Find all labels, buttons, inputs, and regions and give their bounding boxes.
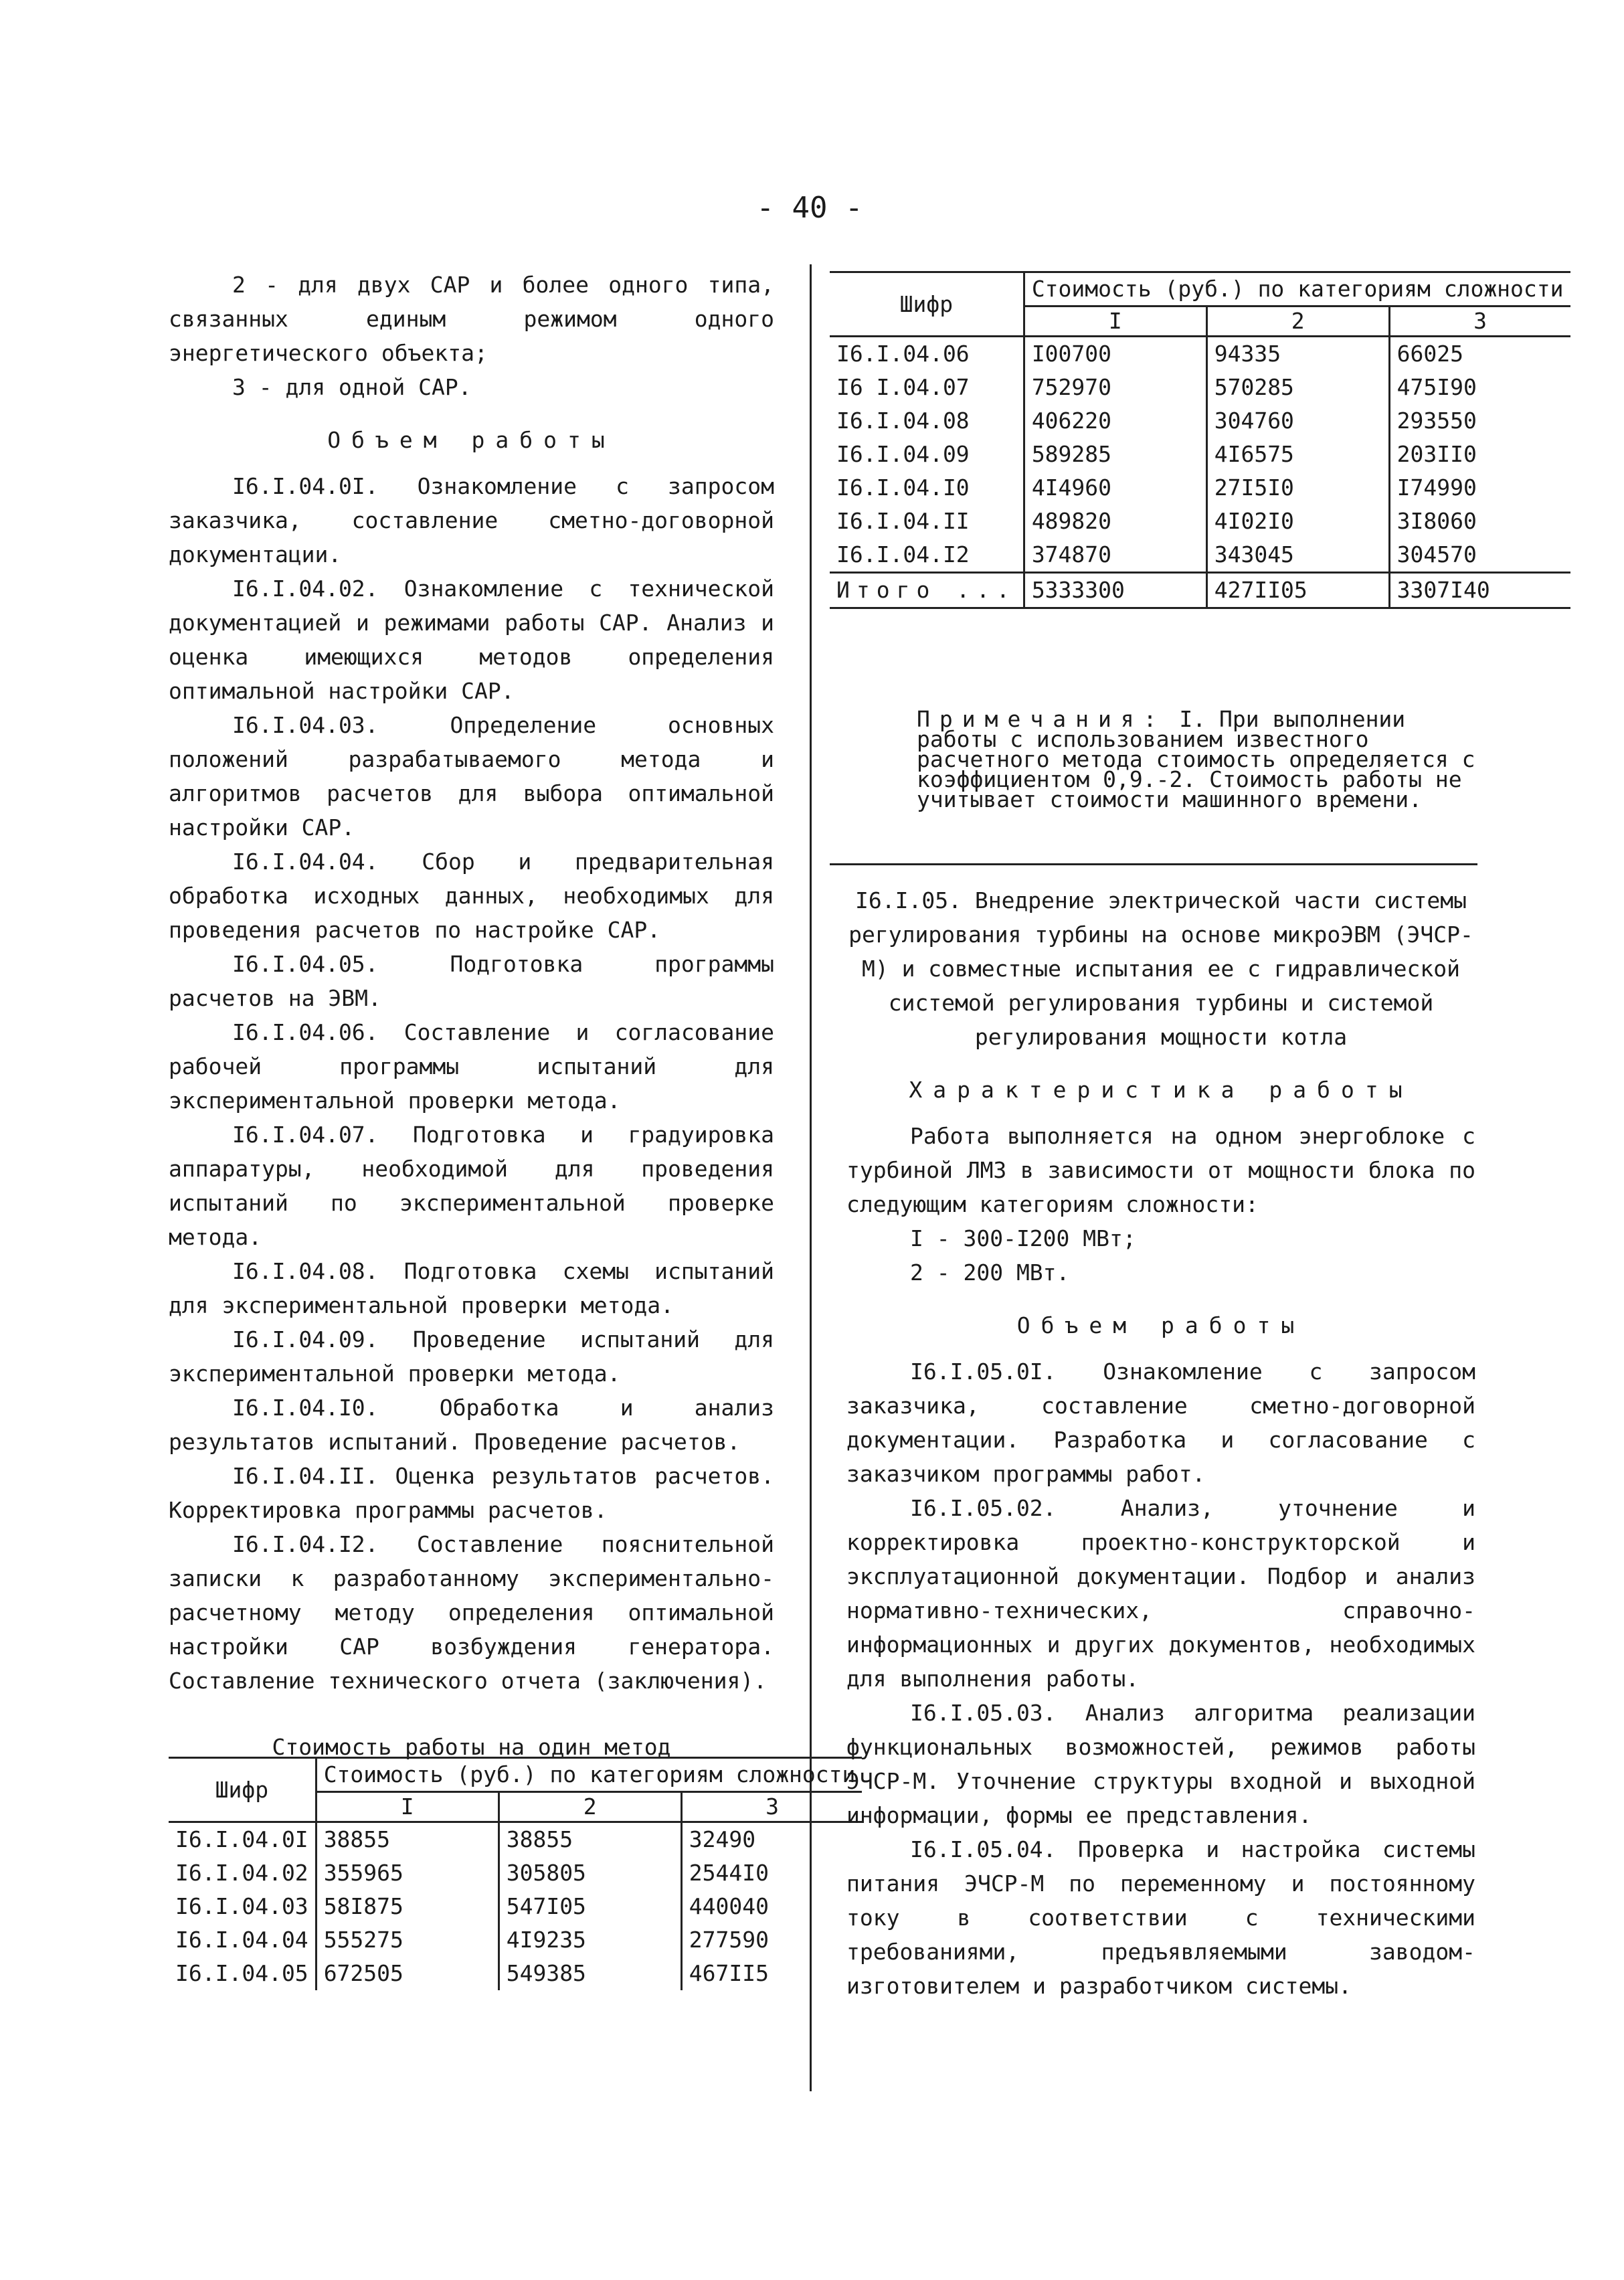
section-title: I6.I.05. Внедрение электрической части системы регулирования турбины на основе микроЭВМ (ЭЧСР-М) и совместные испытания ее с гидравлической системой регулирования турбины и системой регулирования мощности котла	[848, 887, 1473, 1050]
cell-value: 32490	[681, 1822, 862, 1857]
table-note	[917, 706, 1479, 812]
work-item: I6.I.04.II. Оценка результатов расчетов. Корректировка программы расчетов.	[169, 1463, 774, 1523]
scope-heading: Объем работы	[327, 427, 616, 453]
note-label: Примечания:	[917, 706, 1166, 732]
table-row	[830, 505, 1570, 538]
cell-value: 4I4960	[1024, 471, 1206, 505]
work-item: I6.I.04.09. Проведение испытаний для экспериментальной проверки метода.	[169, 1326, 774, 1387]
cell-value: 475I90	[1389, 371, 1570, 404]
cell-code: I6.I.04.I0	[836, 474, 970, 501]
table-row	[169, 1957, 862, 1990]
work-item: I6.I.04.03. Определение основных положений разрабатываемого метода и алгоритмов расчетов для выбора оптимальной настройки САР.	[169, 712, 774, 841]
table-row	[169, 1923, 862, 1957]
characteristic-heading: Характеристика работы	[909, 1077, 1413, 1103]
work-item: I6.I.04.07. Подготовка и градуировка аппаратуры, необходимой для проведения испытаний по экспериментальной проверке метода.	[169, 1122, 774, 1250]
table-row	[169, 1822, 862, 1857]
header-category: 3	[1389, 306, 1570, 337]
total-label: Итого ...	[830, 573, 1024, 608]
intro-item: 2 - для двух САР и более одного типа, связанных единым режимом одного энергетического объекта;	[169, 272, 774, 366]
cell-value: 406220	[1024, 404, 1206, 438]
cell-value: 38855	[499, 1822, 681, 1857]
cell-code: I6.I.04.09	[836, 441, 970, 467]
page-number: - 40 -	[756, 191, 863, 225]
cell-value: 27I5I0	[1206, 471, 1389, 505]
category-item: 2 - 200 МВт.	[910, 1259, 1070, 1286]
cell-code: I6.I.04.08	[836, 408, 970, 434]
cell-value: 589285	[1024, 438, 1206, 471]
category-item: I - 300-I200 МВт;	[910, 1225, 1136, 1251]
header-code: Шифр	[830, 272, 1024, 337]
left-column	[169, 268, 774, 1791]
cell-value: 4I9235	[499, 1923, 681, 1957]
note-text: I. При выполнении работы с использованием известного расчетного метода стоимость определяется с коэффициентом 0,9.-2. Стоимость работы не учитывает стоимости машинного времени.	[917, 706, 1475, 812]
work-item: I6.I.04.08. Подготовка схемы испытаний для экспериментальной проверки метода.	[169, 1258, 774, 1318]
scope-heading: Объем работы	[1016, 1312, 1305, 1338]
table-row	[830, 404, 1570, 438]
cell-value: 549385	[499, 1957, 681, 1990]
work-item: I6.I.04.I2. Составление пояснительной записки к разработанному экспериментально-расчетному методу определения оптимальной настройки САР возбуждения генератора. Составление технического отчета (заключения).	[169, 1531, 774, 1694]
work-item: I6.I.05.0I. Ознакомление с запросом заказчика, составление сметно-договорной документации. Разработка и согласование с заказчиком программы работ.	[846, 1358, 1475, 1487]
work-item: I6.I.04.0I. Ознакомление с запросом заказчика, составление сметно-договорной документации.	[169, 473, 774, 567]
cell-value: 4I6575	[1206, 438, 1389, 471]
work-item: I6.I.04.02. Ознакомление с технической документацией и режимами работы САР. Анализ и оценка имеющихся методов определения оптимальной настройки САР.	[169, 576, 774, 704]
cell-value: 4I02I0	[1206, 505, 1389, 538]
cell-value: 94335	[1206, 337, 1389, 371]
cell-value: I74990	[1389, 471, 1570, 505]
cell-value: 304760	[1206, 404, 1389, 438]
work-item: I6.I.05.03. Анализ алгоритма реализации функциональных возможностей, режимов работы ЭЧСР-М. Уточнение структуры входной и выходной информации, формы ее представления.	[846, 1700, 1475, 1828]
header-category: I	[1024, 306, 1206, 337]
header-category: 2	[1206, 306, 1389, 337]
cell-value: 305805	[499, 1856, 681, 1890]
table-row	[830, 371, 1570, 404]
cost-table-right	[830, 271, 1570, 609]
cell-value: 2544I0	[681, 1856, 862, 1890]
cell-value: 3I8060	[1389, 505, 1570, 538]
cell-code: I6.I.04.02	[175, 1860, 308, 1886]
work-item: I6.I.04.05. Подготовка программы расчетов на ЭВМ.	[169, 951, 774, 1011]
work-item: I6.I.04.06. Составление и согласование рабочей программы испытаний для экспериментальной проверки метода.	[169, 1019, 774, 1114]
header-code: Шифр	[169, 1758, 316, 1822]
header-category: 2	[499, 1792, 681, 1822]
cost-table-left	[169, 1757, 862, 1990]
work-item: I6.I.04.I0. Обработка и анализ результатов испытаний. Проведение расчетов.	[169, 1395, 774, 1455]
cell-code: I6.I.04.II	[836, 508, 970, 534]
cell-value: 38855	[316, 1822, 499, 1857]
cell-value: 293550	[1389, 404, 1570, 438]
cell-value: 570285	[1206, 371, 1389, 404]
cell-value: 66025	[1389, 337, 1570, 371]
cell-value: 355965	[316, 1856, 499, 1890]
cell-code: I6.I.04.0I	[169, 1822, 316, 1857]
cell-value: 440040	[681, 1890, 862, 1923]
cell-code: I6 I.04.07	[836, 374, 970, 400]
work-item: I6.I.04.04. Сбор и предварительная обработка исходных данных, необходимых для проведения расчетов по настройке САР.	[169, 849, 774, 943]
total-value: 3307I40	[1389, 573, 1570, 608]
cell-value: 304570	[1389, 538, 1570, 573]
table-row	[830, 438, 1570, 471]
cell-value: 58I875	[316, 1890, 499, 1923]
cell-value: 374870	[1024, 538, 1206, 573]
total-value: 427II05	[1206, 573, 1389, 608]
cell-value: 203II0	[1389, 438, 1570, 471]
cell-code: I6.I.04.I2	[836, 541, 970, 567]
intro-item: 3 - для одной САР.	[232, 374, 472, 400]
table-row	[830, 538, 1570, 573]
cell-value: 343045	[1206, 538, 1389, 573]
work-item: I6.I.05.04. Проверка и настройка системы питания ЭЧСР-М по переменному и постоянному току в соответствии с техническими требованиями, предъявляемыми заводом-изготовителем и разработчиком системы.	[846, 1836, 1475, 1999]
header-category: 3	[681, 1792, 862, 1822]
cell-code: I6.I.04.06	[830, 337, 1024, 371]
table-caption: Стоимость работы на один метод	[272, 1734, 671, 1760]
characteristic-text: Работа выполняется на одном энергоблоке с турбиной ЛМЗ в зависимости от мощности блока по следующим категориям сложности:	[846, 1123, 1475, 1217]
total-value: 5333300	[1024, 573, 1206, 608]
cell-code: I6.I.04.04	[175, 1927, 308, 1953]
cell-value: I00700	[1024, 337, 1206, 371]
cell-value: 752970	[1024, 371, 1206, 404]
header-cost: Стоимость (руб.) по категориям сложности	[316, 1758, 862, 1792]
header-cost: Стоимость (руб.) по категориям сложности	[1024, 272, 1570, 306]
cell-value: 672505	[316, 1957, 499, 1990]
table-row	[830, 471, 1570, 505]
note-rule	[830, 863, 1477, 865]
table-total-row	[830, 573, 1570, 608]
cell-value: 277590	[681, 1923, 862, 1957]
right-column	[846, 883, 1475, 2003]
cell-value: 555275	[316, 1923, 499, 1957]
table-row	[830, 337, 1570, 371]
table-row	[169, 1890, 862, 1923]
header-category: I	[316, 1792, 499, 1822]
table-row	[169, 1856, 862, 1890]
work-item: I6.I.05.02. Анализ, уточнение и корректировка проектно-конструкторской и эксплуатационной документации. Подбор и анализ нормативно-технических, справочно-информационных и других документов, необходимых для выполнения работы.	[846, 1495, 1475, 1692]
cell-value: 489820	[1024, 505, 1206, 538]
cell-value: 547I05	[499, 1890, 681, 1923]
cell-code: I6.I.04.05	[175, 1960, 308, 1986]
cell-code: I6.I.04.03	[175, 1893, 308, 1919]
cell-value: 467II5	[681, 1957, 862, 1990]
